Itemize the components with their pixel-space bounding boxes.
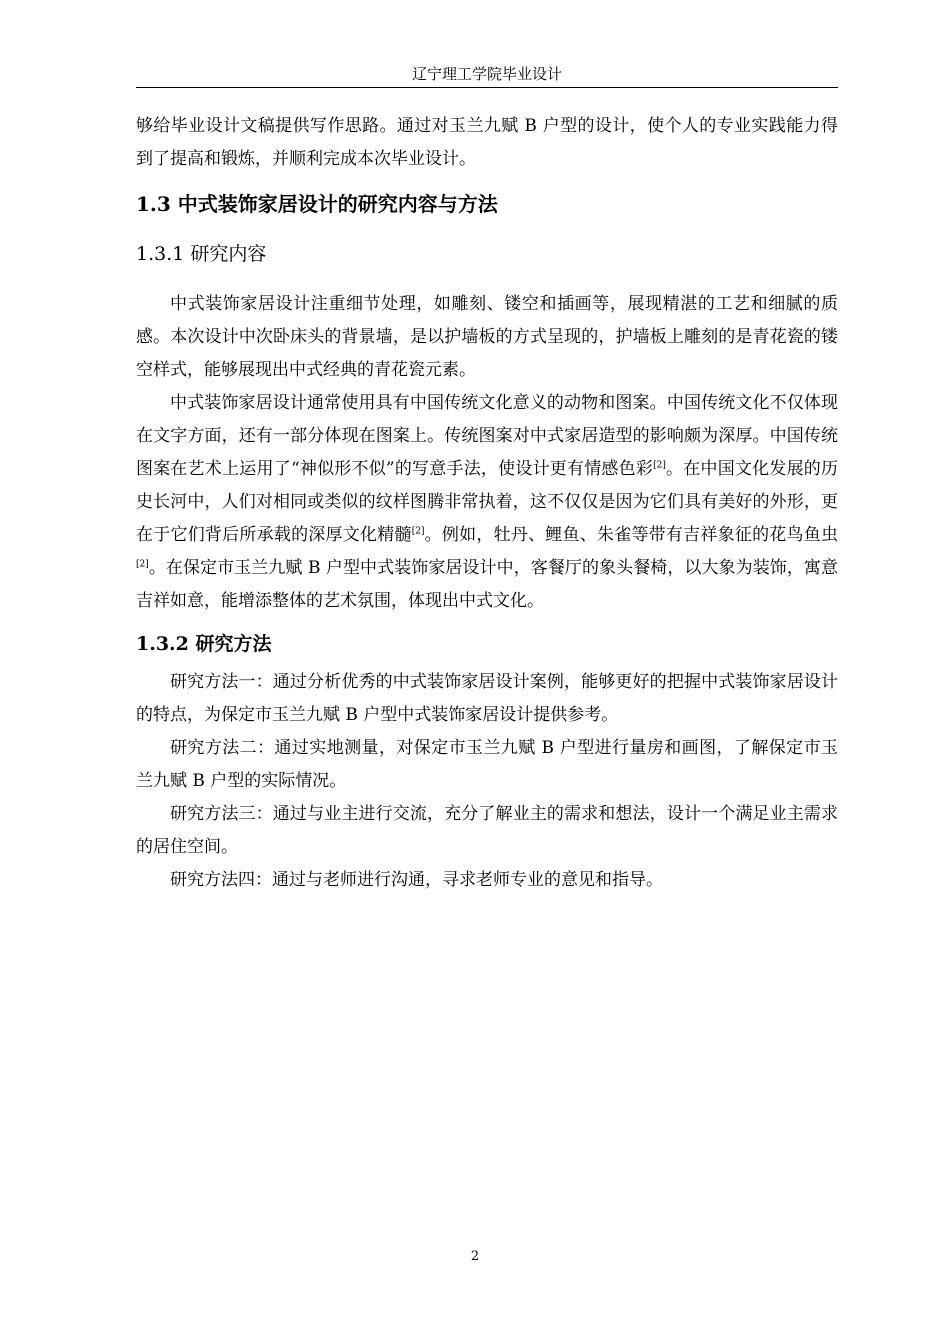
subsection-heading-1-3-1: 1.3.1 研究内容 xyxy=(136,243,267,265)
page-number: 2 xyxy=(470,1249,480,1264)
paragraph-method-1: 研究方法一：通过分析优秀的中式装饰家居设计案例，能够更好的把握中式装饰家居设计的特点，为保定市玉兰九赋 B 户型中式装饰家居设计提供参考。 xyxy=(136,672,838,725)
text-segment: 。例如，牡丹、鲤鱼、朱雀等带有吉祥象征的花鸟鱼虫 xyxy=(424,525,839,545)
paragraph-method-3: 研究方法三：通过与业主进行交流，充分了解业主的需求和想法，设计一个满足业主需求的居住空间。 xyxy=(136,804,838,857)
page-content xyxy=(136,110,838,897)
paragraph-method-2: 研究方法二：通过实地测量，对保定市玉兰九赋 B 户型进行量房和画图，了解保定市玉兰九赋 B 户型的实际情况。 xyxy=(136,738,838,791)
paragraph-method-4: 研究方法四：通过与老师进行沟通，寻求老师专业的意见和指导。 xyxy=(170,870,663,890)
citation-ref: [2] xyxy=(653,460,666,471)
section-heading-1-3: 1.3 中式装饰家居设计的研究内容与方法 xyxy=(136,192,498,216)
text-segment: 。在中国文化发展的历史长河中，人们对相同或类似的纹样图腾非常执着，这不仅仅是因为它们具有美好的外形，更在于它们背后所承载的深厚文化精髓 xyxy=(136,459,839,545)
text-segment: 中式装饰家居设计通常使用具有中国传统文化意义的动物和图案。中国传统文化不仅体现在文字方面，还有一部分体现在图案上。传统图案对中式家居造型的影响颇为深厚。中国传统图案在艺术上运用了“神似形不似”的写意手法，使设计更有情感色彩 xyxy=(136,393,838,479)
paragraph-research-content-1: 中式装饰家居设计注重细节处理，如雕刻、镂空和插画等，展现精湛的工艺和细腻的质感。本次设计中次卧床头的背景墙，是以护墙板的方式呈现的，护墙板上雕刻的是青花瓷的镂空样式，能够展现出中式经典的青花瓷元素。 xyxy=(136,294,838,380)
subsection-heading-1-3-2: 1.3.2 研究方法 xyxy=(136,633,272,655)
paragraph-continuation: 够给毕业设计文稿提供写作思路。通过对玉兰九赋 B 户型的设计，使个人的专业实践能力得到了提高和锻炼，并顺利完成本次毕业设计。 xyxy=(136,116,838,169)
text-segment: 。在保定市玉兰九赋 B 户型中式装饰家居设计中，客餐厅的象头餐椅，以大象为装饰，寓意吉祥如意，能增添整体的艺术氛围，体现出中式文化。 xyxy=(136,558,838,611)
page-header: 辽宁理工学院毕业设计 xyxy=(136,64,838,88)
citation-ref: [2] xyxy=(136,559,149,570)
paragraph-research-content-2 xyxy=(136,387,838,618)
citation-ref: [2] xyxy=(411,526,425,537)
